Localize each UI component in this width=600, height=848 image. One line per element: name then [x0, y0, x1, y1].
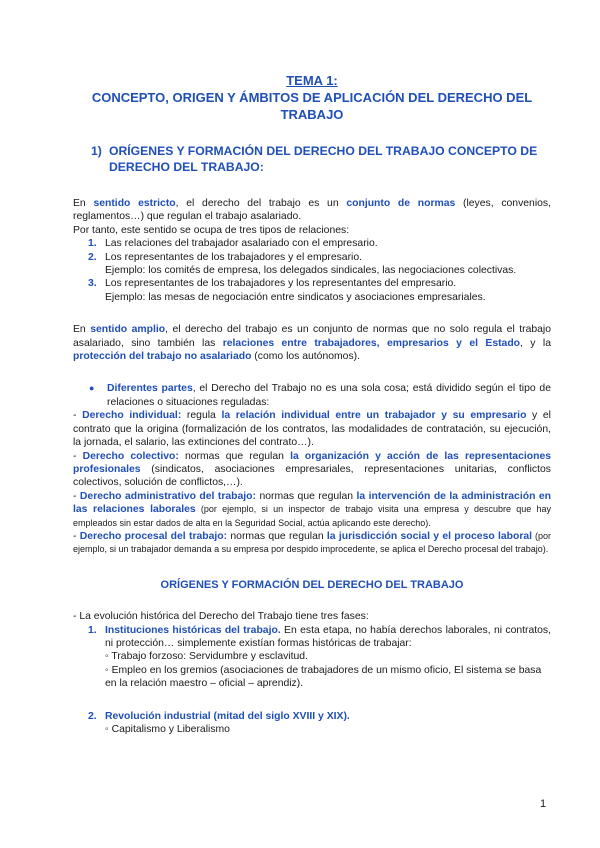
paragraph-derecho-colectivo — [73, 450, 551, 490]
list-number: 3. — [88, 278, 97, 290]
list-text: Las relaciones del trabajador asalariado con el empresario. — [105, 238, 378, 250]
list-item — [88, 624, 551, 691]
paragraph-derecho-administrativo — [73, 490, 551, 530]
label-derecho-individual: Derecho individual: — [82, 410, 182, 422]
list-item — [88, 251, 551, 278]
highlight-intervencion: la intervención de la administración en las relaciones laborales — [73, 490, 551, 516]
section-heading-1 — [91, 143, 551, 175]
highlight-instituciones: Instituciones históricas del trabajo. — [105, 624, 281, 636]
paragraph-derecho-individual — [73, 409, 551, 449]
highlight-relaciones: relaciones entre trabajadores, empresarios y el Estado — [222, 337, 521, 349]
paragraph-evolucion: - La evolución histórica del Derecho del Trabajo tiene tres fases: — [73, 611, 369, 623]
paragraph-derecho-procesal — [73, 530, 551, 557]
sub-item: ◦ Empleo en los gremios (asociaciones de trabajadores de un mismo oficio, El sistema se basa en la relación maestro – oficial – aprendiz). — [105, 664, 542, 690]
highlight-jurisdiccion: la jurisdicción social y el proceso laboral — [326, 530, 533, 542]
highlight-sentido-estricto: sentido estricto — [93, 198, 176, 209]
text: (por ejemplo, si un trabajador demanda a su empresa por despido improcedente, se aplica el Derecho procesal del trabajo). — [73, 530, 551, 555]
sub-item: ◦ Capitalismo y Liberalismo — [105, 724, 230, 735]
text: En — [73, 198, 94, 209]
document-title — [73, 72, 551, 123]
paragraph-sentido-estricto — [73, 197, 551, 224]
text: y el contrato que la origina (formalización de los contratos, las modalidades de contratación, su ejecución, la jornada, el salario, las extinciones del contrato…). — [73, 410, 551, 449]
label-derecho-colectivo: Derecho colectivo: — [82, 450, 179, 462]
list-number: 1. — [88, 238, 97, 250]
text: (por ejemplo, si un inspector de trabajo visita una empresa y descubre que hay empleados sin estar dados de alta en la Seguridad Social, actúa aplicando este derecho). — [73, 504, 551, 528]
paragraph-sentido-amplio — [73, 323, 551, 363]
highlight-revolucion-industrial: Revolución industrial (mitad del siglo XVIII y XIX). — [105, 710, 350, 722]
list-item — [88, 710, 551, 737]
list-example: Ejemplo: los comités de empresa, los delegados sindicales, las negociaciones colectivas. — [105, 265, 517, 277]
bullet-diferentes-partes — [89, 382, 551, 409]
title-line-1: TEMA 1: — [286, 73, 338, 88]
highlight-organizacion: la organización y acción de las representaciones profesionales — [73, 450, 552, 475]
relations-list — [88, 237, 551, 304]
highlight-sentido-amplio: sentido amplio — [90, 324, 166, 336]
text: , y la — [520, 337, 551, 349]
highlight-diferentes-partes: Diferentes partes — [107, 383, 193, 395]
document-page — [73, 72, 551, 736]
highlight-relacion-individual: la relación individual entre un trabajador y su empresario — [221, 410, 527, 422]
sub-item: ◦ Trabajo forzoso: Servidumbre y esclavitud. — [105, 651, 308, 663]
text: (sindicatos, asociaciones empresariales, representaciones unitarias, conflictos colectivos, solución de conflictos,…). — [73, 463, 551, 489]
text: (leyes, convenios, reglamentos…) que regulan el trabajo asalariado. — [73, 198, 552, 223]
highlight-conjunto-normas: conjunto de normas — [346, 198, 456, 209]
label-derecho-procesal: Derecho procesal del trabajo: — [79, 530, 228, 542]
text: En — [73, 324, 91, 336]
list-number: 1. — [88, 624, 97, 636]
paragraph-tres-tipos: Por tanto, este sentido se ocupa de tres tipos de relaciones: — [73, 224, 350, 236]
section-heading-number: 1) — [91, 144, 102, 158]
text: , el derecho del trabajo es un — [175, 198, 347, 209]
page-number: 1 — [540, 798, 547, 810]
text: , el derecho del trabajo es un conjunto de normas que no solo regula el trabajo asalariado, sino también las — [73, 324, 551, 349]
text: - — [73, 410, 83, 422]
text: - — [73, 490, 80, 502]
highlight-proteccion: protección del trabajo no asalariado — [73, 351, 252, 363]
section-heading-text: ORÍGENES Y FORMACIÓN DEL DERECHO DEL TRABAJO CONCEPTO DE DERECHO DEL TRABAJO: — [109, 144, 538, 174]
list-number: 2. — [88, 710, 97, 722]
text: normas que regulan — [227, 530, 327, 542]
list-text: Los representantes de los trabajadores y los representantes del empresario. — [105, 278, 457, 290]
label-derecho-administrativo: Derecho administrativo del trabajo: — [79, 490, 256, 502]
title-line-2: CONCEPTO, ORIGEN Y ÁMBITOS DE APLICACIÓN DEL DERECHO DEL TRABAJO — [91, 90, 533, 122]
section-heading-2: ORÍGENES Y FORMACIÓN DEL DERECHO DEL TRABAJO — [160, 578, 464, 591]
text: (como los autónomos). — [251, 351, 360, 363]
text: regula — [181, 410, 222, 422]
text: normas que regulan — [178, 450, 291, 462]
list-text: Los representantes de los trabajadores y el empresario. — [105, 251, 363, 263]
list-number: 2. — [88, 251, 97, 263]
list-item — [88, 237, 551, 250]
text: En esta etapa, no había derechos laborales, ni contratos, ni protección… simplemente existían formas históricas de trabajar: — [105, 624, 552, 649]
list-example: Ejemplo: las mesas de negociación entre sindicatos y asociaciones empresariales. — [105, 291, 486, 303]
text: - — [73, 530, 80, 542]
text: , el Derecho del Trabajo no es una sola cosa; está dividido según el tipo de relaciones o situaciones reguladas: — [107, 383, 551, 408]
bullet-dot-icon: ● — [89, 383, 95, 394]
text: normas que regulan — [256, 490, 357, 502]
phases-list — [88, 624, 551, 737]
list-item — [88, 277, 551, 304]
text: - — [73, 450, 83, 462]
